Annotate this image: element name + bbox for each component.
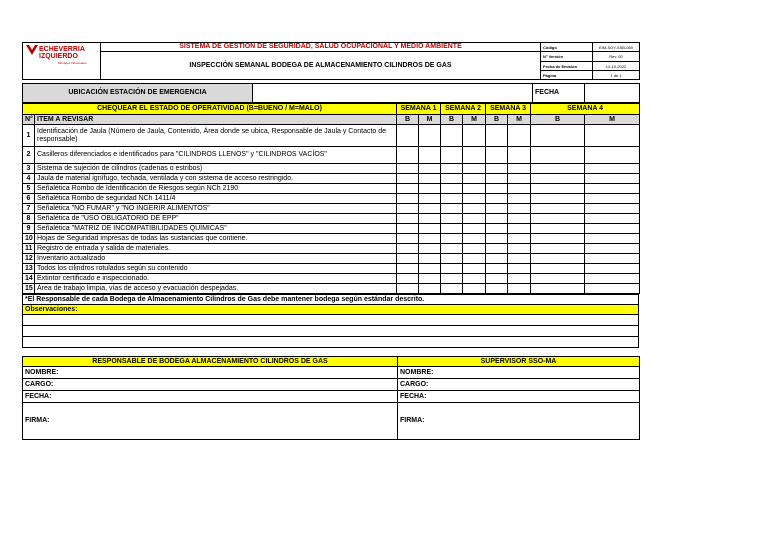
w3-good-header: B xyxy=(486,115,508,125)
week-4-bad-checkbox[interactable] xyxy=(585,125,640,147)
week-3-good-checkbox[interactable] xyxy=(486,254,508,264)
checklist-row xyxy=(23,194,640,204)
week-3-good-checkbox[interactable] xyxy=(486,284,508,294)
week-4-good-checkbox[interactable] xyxy=(531,164,585,174)
week-1-header: SEMANA 1 xyxy=(397,104,441,115)
date-label: FECHA xyxy=(533,84,585,103)
item-number: 15 xyxy=(23,284,35,294)
responsible-name-field[interactable]: NOMBRE: xyxy=(23,367,398,379)
week-1-bad-checkbox[interactable] xyxy=(419,125,441,147)
item-number: 3 xyxy=(23,164,35,174)
item-number: 2 xyxy=(23,147,35,164)
observations-line[interactable] xyxy=(23,326,639,337)
meta-label-page: Página xyxy=(541,71,593,80)
week-3-good-checkbox[interactable] xyxy=(486,274,508,284)
week-3-bad-checkbox[interactable] xyxy=(508,194,531,204)
week-3-good-checkbox[interactable] xyxy=(486,184,508,194)
week-4-good-checkbox[interactable] xyxy=(531,234,585,244)
week-2-bad-checkbox[interactable] xyxy=(463,234,486,244)
week-2-good-checkbox[interactable] xyxy=(441,224,463,234)
item-number: 4 xyxy=(23,174,35,184)
week-1-good-checkbox[interactable] xyxy=(397,164,419,174)
week-2-bad-checkbox[interactable] xyxy=(463,125,486,147)
date-field[interactable] xyxy=(585,84,640,103)
checklist-row xyxy=(23,274,640,284)
week-4-bad-checkbox[interactable] xyxy=(585,204,640,214)
week-3-good-checkbox[interactable] xyxy=(486,125,508,147)
logo-subtitle: Montajes Industriales xyxy=(58,61,87,65)
item-text: Sistema de sujeción de cilindros (cadenas o estribos) xyxy=(35,164,397,174)
week-4-bad-checkbox[interactable] xyxy=(585,284,640,294)
week-1-good-checkbox[interactable] xyxy=(397,224,419,234)
meta-label-issue-date: Fecha de Emisión xyxy=(541,62,593,71)
week-2-good-checkbox[interactable] xyxy=(441,244,463,254)
supervisor-title: SUPERVISOR SSO-MA xyxy=(398,357,640,367)
checklist-row xyxy=(23,164,640,174)
week-1-good-checkbox[interactable] xyxy=(397,214,419,224)
check-title: CHEQUEAR EL ESTADO DE OPERATIVIDAD (B=BUENO / M=MALO) xyxy=(23,104,397,115)
week-4-good-checkbox[interactable] xyxy=(531,244,585,254)
week-1-good-checkbox[interactable] xyxy=(397,254,419,264)
week-4-good-checkbox[interactable] xyxy=(531,204,585,214)
col-item-header: ITEM A REVISAR xyxy=(35,115,397,125)
item-number: 11 xyxy=(23,244,35,254)
week-2-bad-checkbox[interactable] xyxy=(463,164,486,174)
week-2-good-checkbox[interactable] xyxy=(441,194,463,204)
week-3-good-checkbox[interactable] xyxy=(486,244,508,254)
week-4-bad-checkbox[interactable] xyxy=(585,147,640,164)
checklist-row xyxy=(23,147,640,164)
week-1-good-checkbox[interactable] xyxy=(397,244,419,254)
week-1-bad-checkbox[interactable] xyxy=(419,224,441,234)
observations-label: Observaciones: xyxy=(23,305,639,315)
week-2-bad-checkbox[interactable] xyxy=(463,147,486,164)
week-2-bad-checkbox[interactable] xyxy=(463,254,486,264)
supervisor-date-field[interactable]: FECHA: xyxy=(398,391,640,403)
responsible-role-field[interactable]: CARGO: xyxy=(23,379,398,391)
week-4-good-checkbox[interactable] xyxy=(531,284,585,294)
week-2-bad-checkbox[interactable] xyxy=(463,224,486,234)
week-3-bad-checkbox[interactable] xyxy=(508,264,531,274)
checklist-items xyxy=(23,125,640,294)
week-3-bad-checkbox[interactable] xyxy=(508,274,531,284)
supervisor-signature-field[interactable]: FIRMA: xyxy=(398,403,640,440)
item-number: 5 xyxy=(23,184,35,194)
w2-good-header: B xyxy=(441,115,463,125)
meta-value-page: 1 de 1 xyxy=(593,71,640,80)
week-2-bad-checkbox[interactable] xyxy=(463,204,486,214)
week-2-good-checkbox[interactable] xyxy=(441,254,463,264)
logo-line2: IZQUIERDO xyxy=(39,53,78,60)
week-4-good-checkbox[interactable] xyxy=(531,214,585,224)
week-4-header: SEMANA 4 xyxy=(531,104,640,115)
item-number: 13 xyxy=(23,264,35,274)
week-2-good-checkbox[interactable] xyxy=(441,174,463,184)
week-2-good-checkbox[interactable] xyxy=(441,214,463,224)
week-1-bad-checkbox[interactable] xyxy=(419,254,441,264)
responsible-title: RESPONSABLE DE BODEGA ALMACENAMIENTO CILINDROS DE GAS xyxy=(23,357,398,367)
week-3-good-checkbox[interactable] xyxy=(486,174,508,184)
item-number: 10 xyxy=(23,234,35,244)
item-number: 9 xyxy=(23,224,35,234)
responsible-date-field[interactable]: FECHA: xyxy=(23,391,398,403)
responsibility-note: *El Responsable de cada Bodega de Almacenamiento Cilindros de Gas debe mantener bodega según estándar descrito. xyxy=(23,295,639,305)
week-2-bad-checkbox[interactable] xyxy=(463,244,486,254)
w2-bad-header: M xyxy=(463,115,486,125)
meta-label-version: N° Versión xyxy=(541,52,593,62)
item-text: Área de trabajo limpia, vías de acceso y evacuación despejadas. xyxy=(35,284,397,294)
location-row xyxy=(22,83,640,103)
system-title: SISTEMA DE GESTIÓN DE SEGURIDAD, SALUD OCUPACIONAL Y MEDIO AMBIENTE xyxy=(101,43,541,52)
week-1-bad-checkbox[interactable] xyxy=(419,184,441,194)
week-2-bad-checkbox[interactable] xyxy=(463,284,486,294)
week-3-good-checkbox[interactable] xyxy=(486,164,508,174)
week-4-bad-checkbox[interactable] xyxy=(585,164,640,174)
week-3-good-checkbox[interactable] xyxy=(486,204,508,214)
checklist-row xyxy=(23,244,640,254)
week-4-good-checkbox[interactable] xyxy=(531,274,585,284)
week-2-bad-checkbox[interactable] xyxy=(463,184,486,194)
week-1-bad-checkbox[interactable] xyxy=(419,274,441,284)
week-1-bad-checkbox[interactable] xyxy=(419,264,441,274)
week-4-good-checkbox[interactable] xyxy=(531,194,585,204)
week-2-good-checkbox[interactable] xyxy=(441,234,463,244)
week-1-good-checkbox[interactable] xyxy=(397,147,419,164)
item-number: 6 xyxy=(23,194,35,204)
week-4-bad-checkbox[interactable] xyxy=(585,254,640,264)
week-1-bad-checkbox[interactable] xyxy=(419,147,441,164)
week-3-bad-checkbox[interactable] xyxy=(508,125,531,147)
signature-section xyxy=(22,356,640,440)
observations-line[interactable] xyxy=(23,337,639,348)
week-2-bad-checkbox[interactable] xyxy=(463,174,486,184)
item-text: Identificación de Jaula (Número de Jaula, Contenido, Área donde se ubica, Responsable de Jaula y Contacto de responsable) xyxy=(35,125,397,147)
week-3-good-checkbox[interactable] xyxy=(486,224,508,234)
week-2-bad-checkbox[interactable] xyxy=(463,214,486,224)
week-1-good-checkbox[interactable] xyxy=(397,234,419,244)
week-3-header: SEMANA 3 xyxy=(486,104,531,115)
week-2-header: SEMANA 2 xyxy=(441,104,486,115)
checklist-row xyxy=(23,224,640,234)
week-2-good-checkbox[interactable] xyxy=(441,164,463,174)
item-number: 8 xyxy=(23,214,35,224)
week-2-good-checkbox[interactable] xyxy=(441,147,463,164)
form-header xyxy=(22,42,640,80)
week-2-bad-checkbox[interactable] xyxy=(463,274,486,284)
week-1-bad-checkbox[interactable] xyxy=(419,204,441,214)
week-3-bad-checkbox[interactable] xyxy=(508,254,531,264)
week-4-bad-checkbox[interactable] xyxy=(585,264,640,274)
week-3-good-checkbox[interactable] xyxy=(486,194,508,204)
w1-bad-header: M xyxy=(419,115,441,125)
item-text: Señalética "NO FUMAR" y "NO INGERIR ALIMENTOS" xyxy=(35,204,397,214)
checklist-row xyxy=(23,264,640,274)
checklist-row xyxy=(23,125,640,147)
week-4-good-checkbox[interactable] xyxy=(531,224,585,234)
week-1-good-checkbox[interactable] xyxy=(397,184,419,194)
week-3-bad-checkbox[interactable] xyxy=(508,224,531,234)
week-3-bad-checkbox[interactable] xyxy=(508,234,531,244)
item-text: Jaula de material ignífugo, techada, ventilada y con sistema de acceso restringido. xyxy=(35,174,397,184)
week-2-good-checkbox[interactable] xyxy=(441,184,463,194)
week-4-good-checkbox[interactable] xyxy=(531,254,585,264)
week-3-good-checkbox[interactable] xyxy=(486,214,508,224)
week-4-good-checkbox[interactable] xyxy=(531,184,585,194)
week-4-bad-checkbox[interactable] xyxy=(585,234,640,244)
week-4-bad-checkbox[interactable] xyxy=(585,174,640,184)
week-3-bad-checkbox[interactable] xyxy=(508,244,531,254)
week-3-bad-checkbox[interactable] xyxy=(508,164,531,174)
week-1-bad-checkbox[interactable] xyxy=(419,214,441,224)
supervisor-name-field[interactable]: NOMBRE: xyxy=(398,367,640,379)
week-2-bad-checkbox[interactable] xyxy=(463,264,486,274)
week-2-good-checkbox[interactable] xyxy=(441,125,463,147)
week-4-bad-checkbox[interactable] xyxy=(585,214,640,224)
checklist-row xyxy=(23,254,640,264)
week-3-good-checkbox[interactable] xyxy=(486,147,508,164)
item-number: 1 xyxy=(23,125,35,147)
logo-line1: ECHEVERRIA xyxy=(39,46,85,53)
week-4-good-checkbox[interactable] xyxy=(531,264,585,274)
notes-section xyxy=(22,294,639,348)
inspection-form xyxy=(22,42,639,440)
meta-value-version: Rev. 00 xyxy=(593,52,640,62)
week-1-bad-checkbox[interactable] xyxy=(419,244,441,254)
week-4-bad-checkbox[interactable] xyxy=(585,184,640,194)
w3-bad-header: M xyxy=(508,115,531,125)
week-2-good-checkbox[interactable] xyxy=(441,284,463,294)
meta-value-code: EIM-SOY-SSB-060 xyxy=(593,43,640,52)
item-text: Extintor certificado e inspeccionado. xyxy=(35,274,397,284)
w4-good-header: B xyxy=(531,115,585,125)
supervisor-role-field[interactable]: CARGO: xyxy=(398,379,640,391)
week-1-good-checkbox[interactable] xyxy=(397,274,419,284)
week-2-good-checkbox[interactable] xyxy=(441,204,463,214)
checklist-row xyxy=(23,174,640,184)
item-text: Registro de entrada y salida de materiales. xyxy=(35,244,397,254)
week-4-bad-checkbox[interactable] xyxy=(585,194,640,204)
week-3-bad-checkbox[interactable] xyxy=(508,184,531,194)
week-1-bad-checkbox[interactable] xyxy=(419,194,441,204)
item-number: 14 xyxy=(23,274,35,284)
item-text: Señalética "MATRIZ DE INCOMPATIBILIDADES QUÍMICAS" xyxy=(35,224,397,234)
col-number-header: N° xyxy=(23,115,35,125)
week-1-bad-checkbox[interactable] xyxy=(419,234,441,244)
week-4-bad-checkbox[interactable] xyxy=(585,224,640,234)
checklist-row xyxy=(23,184,640,194)
week-1-good-checkbox[interactable] xyxy=(397,284,419,294)
checklist-row xyxy=(23,284,640,294)
week-2-good-checkbox[interactable] xyxy=(441,264,463,274)
checklist-row xyxy=(23,234,640,244)
company-logo xyxy=(23,43,101,80)
item-text: Señalética Rombo de Identificación de Riesgos según NCh 2190 xyxy=(35,184,397,194)
week-1-good-checkbox[interactable] xyxy=(397,264,419,274)
item-text: Señalética de "USO OBLIGATORIO DE EPP" xyxy=(35,214,397,224)
week-3-good-checkbox[interactable] xyxy=(486,264,508,274)
item-number: 7 xyxy=(23,204,35,214)
week-1-good-checkbox[interactable] xyxy=(397,125,419,147)
checklist-table xyxy=(22,103,640,294)
item-number: 12 xyxy=(23,254,35,264)
location-label: UBICACIÓN ESTACIÓN DE EMERGENCIA xyxy=(23,84,253,103)
item-text: Todos los cilindros rotulados según su contenido xyxy=(35,264,397,274)
week-4-bad-checkbox[interactable] xyxy=(585,244,640,254)
checklist-row xyxy=(23,204,640,214)
week-4-good-checkbox[interactable] xyxy=(531,125,585,147)
week-2-bad-checkbox[interactable] xyxy=(463,194,486,204)
item-text: Hojas de Seguridad impresas de todas las sustancias que contiene. xyxy=(35,234,397,244)
item-text: Casilleros diferenciados e identificados para "CILINDROS LLENOS" y "CILINDROS VACÍOS" xyxy=(35,147,397,164)
week-4-bad-checkbox[interactable] xyxy=(585,274,640,284)
week-3-bad-checkbox[interactable] xyxy=(508,284,531,294)
week-1-bad-checkbox[interactable] xyxy=(419,164,441,174)
item-text: Inventario actualizado xyxy=(35,254,397,264)
meta-label-code: Código xyxy=(541,43,593,52)
week-2-good-checkbox[interactable] xyxy=(441,274,463,284)
week-4-good-checkbox[interactable] xyxy=(531,147,585,164)
observations-line[interactable] xyxy=(23,315,639,326)
week-3-bad-checkbox[interactable] xyxy=(508,147,531,164)
item-text: Señalética Rombo de seguridad NCh 1411/4 xyxy=(35,194,397,204)
week-1-bad-checkbox[interactable] xyxy=(419,174,441,184)
week-3-good-checkbox[interactable] xyxy=(486,234,508,244)
meta-value-issue-date: 12-10-2022 xyxy=(593,62,640,71)
location-field[interactable] xyxy=(253,84,533,103)
week-1-good-checkbox[interactable] xyxy=(397,194,419,204)
week-1-good-checkbox[interactable] xyxy=(397,174,419,184)
responsible-signature-field[interactable]: FIRMA: xyxy=(23,403,398,440)
w1-good-header: B xyxy=(397,115,419,125)
week-4-good-checkbox[interactable] xyxy=(531,174,585,184)
checklist-row xyxy=(23,214,640,224)
week-3-bad-checkbox[interactable] xyxy=(508,214,531,224)
logo-mark-icon xyxy=(26,45,38,55)
week-1-bad-checkbox[interactable] xyxy=(419,284,441,294)
w4-bad-header: M xyxy=(585,115,640,125)
week-3-bad-checkbox[interactable] xyxy=(508,174,531,184)
document-title: INSPECCIÓN SEMANAL BODEGA DE ALMACENAMIENTO CILINDROS DE GAS xyxy=(101,52,541,80)
week-3-bad-checkbox[interactable] xyxy=(508,204,531,214)
week-1-good-checkbox[interactable] xyxy=(397,204,419,214)
